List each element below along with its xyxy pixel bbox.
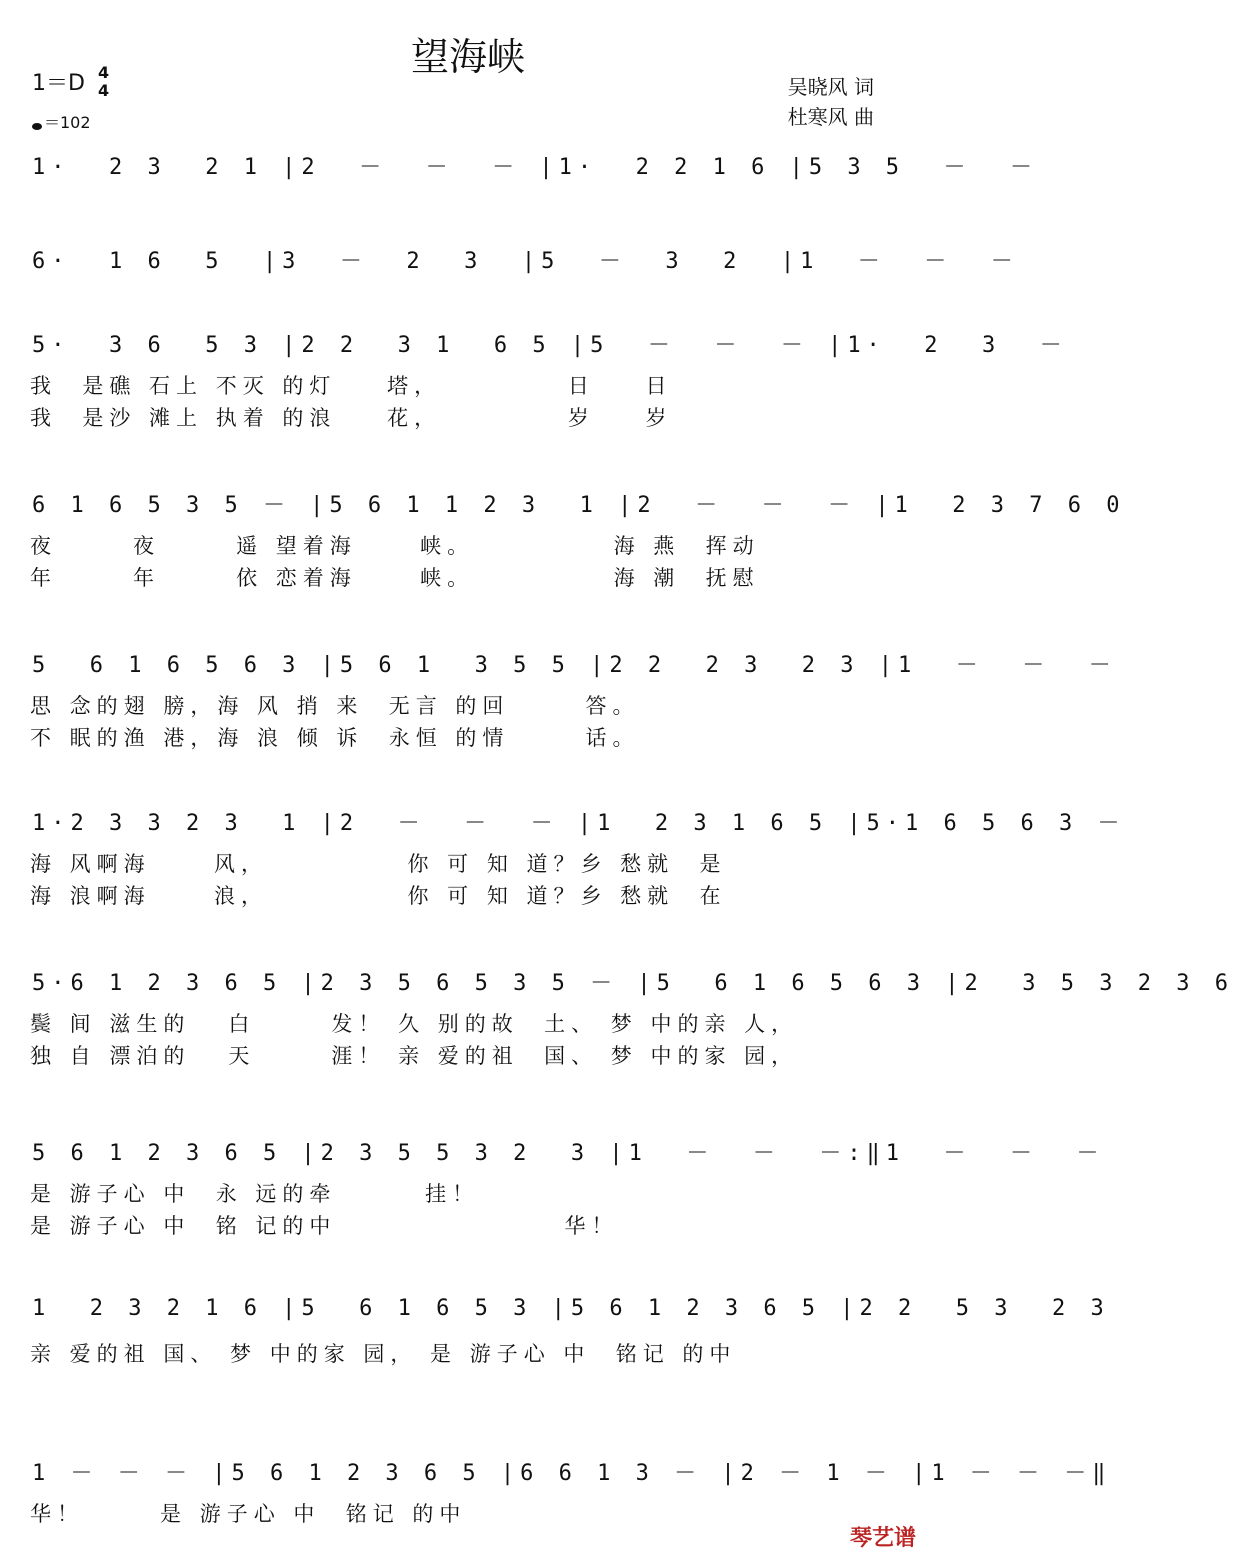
watermark-logo: 琴艺谱	[849, 1526, 916, 1551]
lyricist: 吴晓风 词	[787, 75, 874, 99]
lyric-line: 年 年 依 恋着海 峡。 海 潮 抚慰	[30, 566, 760, 590]
lyric-line: 海 风啊海 风， 你 可 知 道？乡 愁就 是	[30, 852, 727, 876]
lyric-line: 夜 夜 遥 望着海 峡。 海 燕 挥动	[30, 534, 760, 558]
note-sequence: 6 1 6 5 3 5 － |5 6 1 1 2 3 1 |2 － － － |1 2 3 7 6 0	[32, 493, 1126, 518]
lyric-line: 是 游子心 中 铭 记的中 华！	[30, 1214, 619, 1238]
notation-line	[32, 1126, 1105, 1166]
notation-line	[32, 1446, 1112, 1486]
note-sequence: 1·2 3 3 2 3 1 |2 － － － |1 2 3 1 6 5 |5·1 6 5 6 3 －	[32, 811, 1126, 836]
quarter-note-icon	[32, 123, 42, 130]
key-signature: 1＝D	[32, 71, 85, 96]
note-sequence: 5 6 1 6 5 6 3 |5 6 1 3 5 5 |2 2 2 3 2 3 |1 － － －	[32, 653, 1117, 678]
lyric-line: 我 是沙 滩上 执着 的浪 花， 岁 岁	[30, 406, 673, 430]
note-sequence: 1 － － － |5 6 1 2 3 6 5 |6 6 1 3 － |2 － 1 － |1 － － －‖	[32, 1461, 1112, 1486]
tempo-marking	[32, 110, 91, 133]
notation-line	[32, 796, 1126, 836]
composer: 杜寒风 曲	[787, 105, 874, 129]
notation-line	[32, 234, 1019, 274]
lyric-line: 鬓 间 滋生的 白 发！ 久 别的故 土、 梦 中的亲 人，	[30, 1012, 799, 1036]
note-sequence: 6· 1 6 5 |3 － 2 3 |5 － 3 2 |1 － － －	[32, 249, 1019, 274]
note-sequence: 5 6 1 2 3 6 5 |2 3 5 5 3 2 3 |1 － － －:‖1 － － －	[32, 1141, 1105, 1166]
lyric-line: 思 念的翅 膀，海 风 捎 来 无言 的回 答。	[30, 694, 640, 718]
lyric-line: 华！ 是 游子心 中 铭记 的中	[30, 1502, 467, 1526]
note-sequence: 1· 2 3 2 1 |2 － － － |1· 2 2 1 6 |5 3 5 － －	[32, 155, 1039, 180]
time-sig-top: 4	[98, 63, 110, 82]
lyric-line: 亲 爱的祖 国、 梦 中的家 园， 是 游子心 中 铭记 的中	[30, 1342, 737, 1366]
lyric-line: 是 游子心 中 永 远的牵 挂！	[30, 1182, 480, 1206]
song-title: 望海峡	[410, 35, 525, 79]
tempo-value: ＝102	[44, 113, 91, 132]
note-sequence: 5·6 1 2 3 6 5 |2 3 5 6 5 3 5 － |5 6 1 6 5 6 3 |2 3 5 3 2 3 6	[32, 971, 1234, 996]
note-sequence: 5· 3 6 5 3 |2 2 3 1 6 5 |5 － － － |1· 2 3 －	[32, 333, 1068, 358]
notation-line	[32, 956, 1234, 996]
time-signature	[98, 64, 109, 100]
notation-line	[32, 478, 1126, 518]
lyric-line: 海 浪啊海 浪， 你 可 知 道？乡 愁就 在	[30, 884, 727, 908]
lyric-line: 独 自 漂泊的 天 涯！ 亲 爱的祖 国、 梦 中的家 园，	[30, 1044, 799, 1068]
note-sequence: 1 2 3 2 1 6 |5 6 1 6 5 3 |5 6 1 2 3 6 5 |2 2 5 3 2 3	[32, 1296, 1110, 1321]
time-sig-bottom: 4	[98, 81, 110, 100]
notation-line	[32, 140, 1039, 180]
lyric-line: 不 眠的渔 港，海 浪 倾 诉 永恒 的情 话。	[30, 726, 640, 750]
credits	[788, 72, 874, 132]
notation-line	[32, 318, 1068, 358]
notation-line	[32, 1286, 1110, 1326]
notation-line	[32, 638, 1117, 678]
lyric-line: 我 是礁 石上 不灭 的灯 塔， 日 日	[30, 374, 673, 398]
